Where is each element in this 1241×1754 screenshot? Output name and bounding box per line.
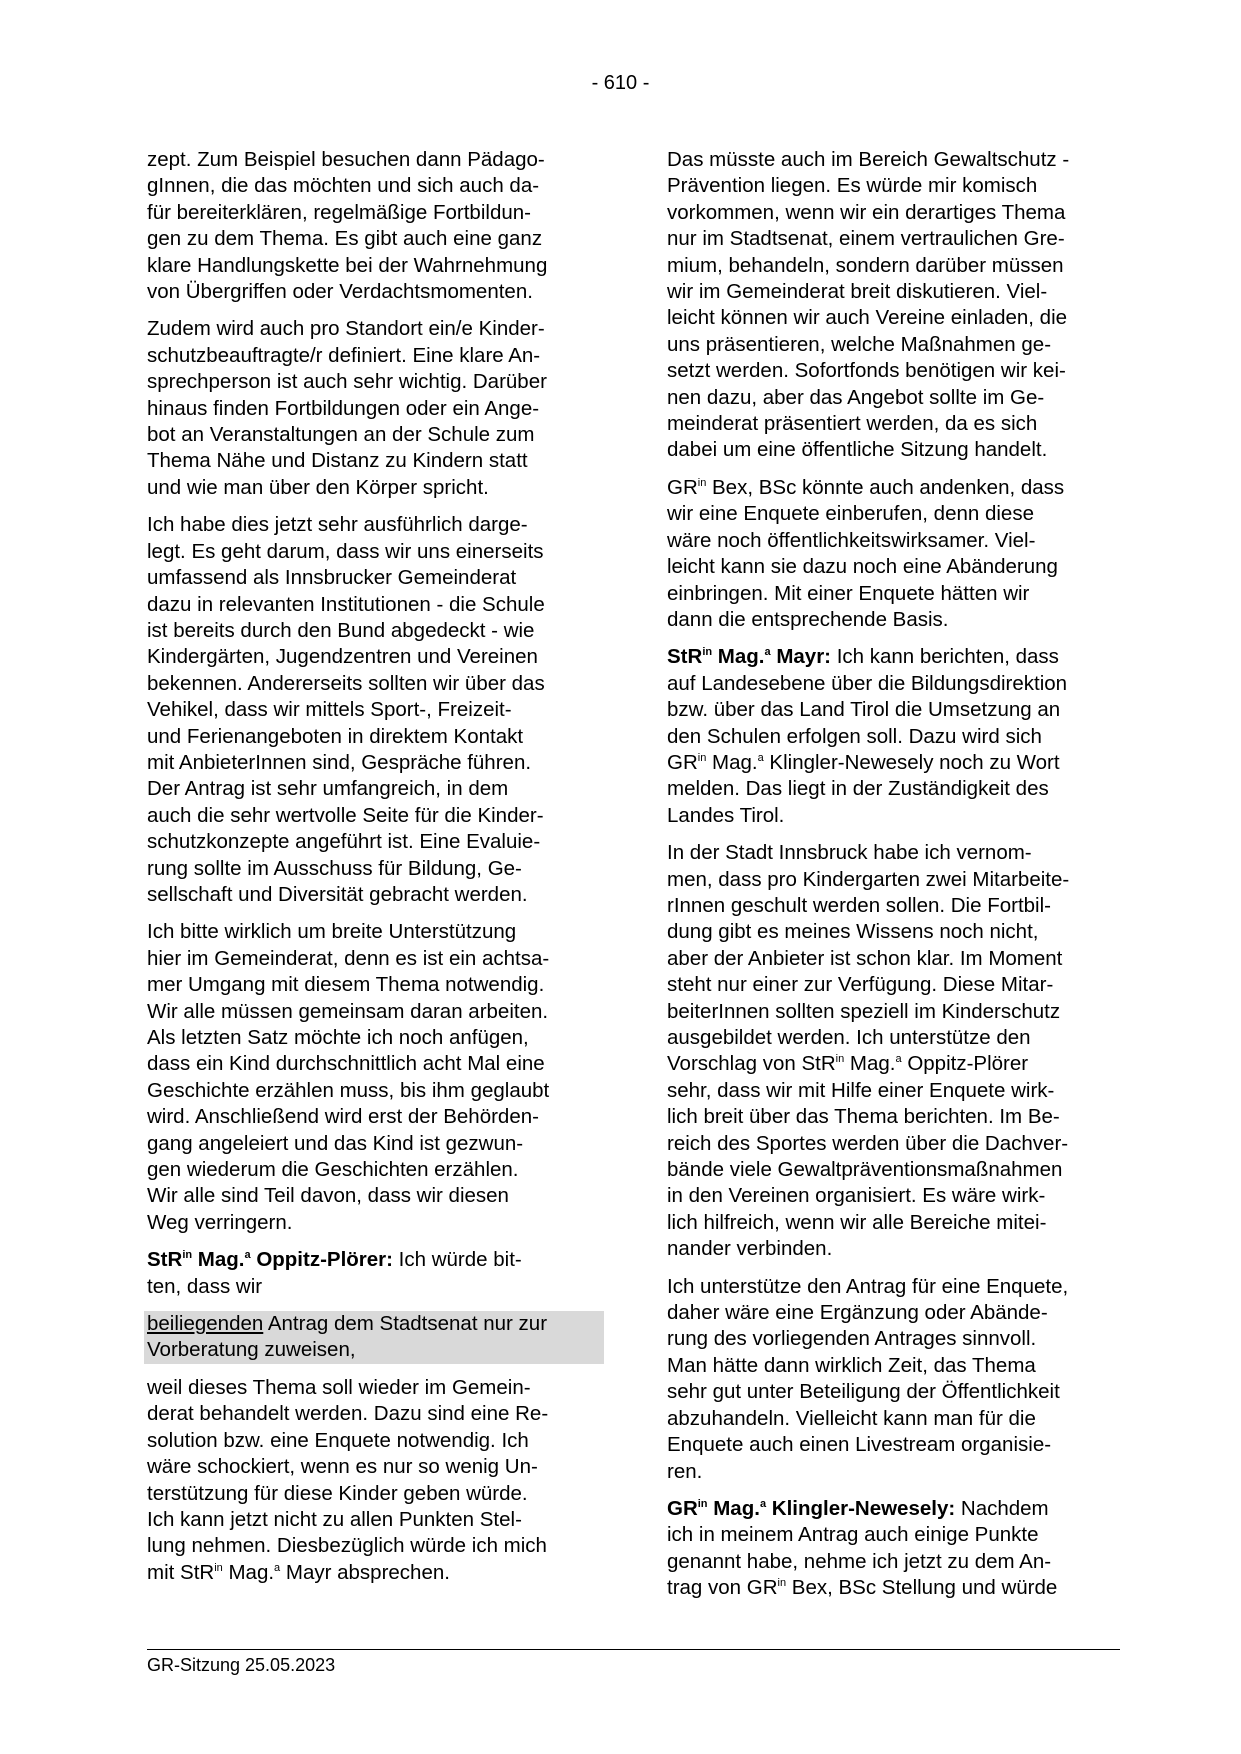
text-line: schutzbeauftragte/r definiert. Eine klare An- [147,343,541,367]
motion-highlight: beiliegenden Antrag dem Stadtsenat nur zur Vorberatung zuweisen, [144,1311,604,1364]
text-line: sprechperson ist auch sehr wichtig. Darüber [147,370,547,394]
speaker-name: $GR^{in}$ Mag.$^a$ Klingler-Newesely: [667,1496,956,1520]
footer-session-date: GR-Sitzung 25.05.2023 [147,1655,336,1675]
text-line: abzuhandeln. Vielleicht kann man für die [667,1406,1036,1430]
text-line: Das müsste auch im Bereich Gewaltschutz - [667,148,1070,171]
text-line: Zudem wird auch pro Standort ein/e Kinder- [147,317,545,341]
text-line: wäre noch öffentlichkeitswirksamer. Viel- [667,528,1036,552]
text-line: lich breit über das Thema berichten. Im Be- [667,1105,1060,1129]
text-line: wir im Gemeinderat breit diskutieren. Viel- [667,280,1048,304]
text-line: gang angeleiert und das Kind ist gezwun- [147,1131,524,1155]
text-line: dann die entsprechende Basis. [667,607,949,631]
text-line: lich hilfreich, wenn wir alle Bereiche mitei- [667,1210,1047,1234]
text-line: wird. Anschließend wird erst der Behörden- [147,1105,539,1129]
text-line: bekennen. Andererseits sollten wir über das [147,671,545,695]
paragraph [147,919,601,1236]
text-line: mium, behandeln, sondern darüber müssen [667,253,1064,277]
text-line: Geschichte erzählen muss, bis ihm geglaubt [147,1078,550,1102]
text-line: lung nehmen. Diesbezüglich würde ich mich [147,1534,547,1558]
paragraph: weil dieses Thema soll wieder im Gemein- derat behandelt werden. Dazu sind eine Re- solution bzw. eine Enquete notwendig. Ich wäre schockiert, wenn es nur so wenig Un- terstützung für diese Kinder geben würde. Ich kann jetzt nicht zu allen Punkten Stel- lung nehmen. Diesbezüglich würde ich mich mit StR$^{in}$ Mag.$^a$ Mayr absprechen. [147,1375,601,1586]
text-line: und wie man über den Körper spricht. [147,475,489,499]
text-line: beiterInnen sollten speziell im Kinderschutz [667,999,1061,1023]
text-line: Man hätte dann wirklich Zeit, das Thema [667,1353,1036,1377]
paragraph: $GR^{in}$ Bex, BSc könnte auch andenken, dass wir eine Enquete einberufen, denn diese wäre noch öffentlichkeitswirksamer. Viel- leicht kann sie dazu noch eine Abänderung einbringen. Mit einer Enquete hätten wir dann die entsprechende Basis. [667,475,1121,633]
text-line: auf Landesebene über die Bildungsdirektion [667,671,1068,695]
speaker-paragraph: StR$^{in}$ Mag.$^a$ Oppitz-Plörer: Ich würde bit- ten, dass wir [147,1248,522,1298]
text-line: reich des Sportes werden über die Dachver- [667,1131,1069,1155]
text-line: genannt habe, nehme ich jetzt zu dem An- [667,1549,1052,1573]
speaker-paragraph: StR$^{in}$ Mag.$^a$ Mayr: Ich kann berichten, dass auf Landesebene über die Bildungsdirektion bzw. über das Land Tirol die Umsetzung an den Schulen erfolgen soll. Dazu wird sich $GR^{in}$ Mag.$^a$ Klingler-Newesely noch zu Wort melden. Das liegt in der Zuständigkeit des Landes Tirol. [667,644,1121,829]
text-line: sellschaft und Diversität gebracht werden. [147,882,528,906]
paragraph [667,147,1121,464]
text-line: rInnen geschult werden sollen. Die Fortbil- [667,893,1051,917]
paragraph [147,316,601,501]
text-line: Ich bitte wirklich um breite Unterstützung [147,920,517,944]
left-column [147,147,601,1586]
text-line: sehr gut unter Beteiligung der Öffentlichkeit [667,1380,1060,1404]
text-line: Weg verringern. [147,1210,293,1234]
text-line: Wir alle sind Teil davon, dass wir diesen [147,1184,509,1208]
text-line: weil dieses Thema soll wieder im Gemein- [147,1375,531,1399]
text-line: mer Umgang mit diesem Thema notwendig. [147,973,545,997]
text-line: leicht können wir auch Vereine einladen, die [667,306,1068,330]
text-line: Als letzten Satz möchte ich noch anfügen, [147,1026,529,1049]
text-line: zept. Zum Beispiel besuchen dann Pädago- [147,148,545,171]
text-line: bzw. über das Land Tirol die Umsetzung an [667,698,1061,722]
text-line: leicht kann sie dazu noch eine Abänderung [667,555,1058,579]
text-line: ich in meinem Antrag auch einige Punkte [667,1523,1039,1547]
text-line: Landes Tirol. [667,803,785,827]
text-line: Kindergärten, Jugendzentren und Vereinen [147,645,538,669]
text-line: den Schulen erfolgen soll. Dazu wird sich [667,724,1042,748]
text-line: ren. [667,1459,703,1483]
speaker-name: StR$^{in}$ Mag.$^a$ Mayr: [667,645,832,669]
text-line: von Übergriffen oder Verdachtsmomenten. [147,280,533,304]
text-line: Vehikel, dass wir mittels Sport-, Freizeit- [147,698,512,722]
text-line: bot an Veranstaltungen an der Schule zum [147,423,535,447]
text-line: dazu in relevanten Institutionen - die Schule [147,592,545,616]
right-column [667,147,1121,1602]
text-line: Wir alle müssen gemeinsam daran arbeiten. [147,999,549,1023]
text-line: vorkommen, wenn wir ein derartiges Thema [667,200,1066,224]
text-line: gen wiederum die Geschichten erzählen. [147,1158,519,1182]
text-line: Der Antrag ist sehr umfangreich, in dem [147,777,509,801]
text-line: steht nur einer zur Verfügung. Diese Mitar- [667,973,1054,997]
text-line: einbringen. Mit einer Enquete hätten wir [667,581,1030,605]
text-line: Prävention liegen. Es würde mir komisch [667,174,1038,198]
text-line: hier im Gemeinderat, denn es ist ein achtsa- [147,946,550,970]
text-line: gen zu dem Thema. Es gibt auch eine ganz [147,227,543,251]
text-line: in den Vereinen organisiert. Es wäre wirk- [667,1184,1046,1208]
text-line: gInnen, die das möchten und sich auch da- [147,174,540,198]
text-line: wäre schockiert, wenn es nur so wenig Un- [147,1455,538,1479]
text-line: meinderat präsentiert werden, da es sich [667,412,1038,436]
text-line: nen dazu, aber das Angebot sollte im Ge- [667,385,1045,409]
text-line: wir eine Enquete einberufen, denn diese [667,502,1034,526]
text-line: solution bzw. eine Enquete notwendig. Ich [147,1428,529,1452]
text-line: men, dass pro Kindergarten zwei Mitarbeite- [667,867,1070,891]
text-line: rung des vorliegenden Antrages sinnvoll. [667,1327,1037,1351]
text-line: dung gibt es meines Wissens noch nicht, [667,920,1039,944]
paragraph: In der Stadt Innsbruck habe ich vernom- men, dass pro Kindergarten zwei Mitarbeite- rInnen geschult werden sollen. Die Fortbil- dung gibt es meines Wissens noch nicht, aber der Anbieter ist schon klar. Im Moment steht nur einer zur Verfügung. Diese Mitar- beiterInnen sollten speziell im Kinderschutz ausgebildet werden. Ich unterstütze den Vorschlag von StR$^{in}$ Mag.$^a$ Oppitz-Plörer sehr, dass wir mit Hilfe einer Enquete wirk- lich breit über das Thema berichten. Im Be- reich des Sportes werden über die Dachver- bände viele Gewaltpräventionsmaßnahmen in den Vereinen organisiert. Es wäre wirk- lich hilfreich, wenn wir alle Bereiche mitei- nander verbinden. [667,840,1121,1263]
text-line: auch die sehr wertvolle Seite für die Kinder- [147,803,544,827]
text-line: bände viele Gewaltpräventionsmaßnahmen [667,1158,1063,1182]
text-line: setzt werden. Sofortfonds benötigen wir kei- [667,359,1066,383]
footer-divider [147,1649,1120,1650]
text-line: nander verbinden. [667,1237,833,1261]
text-line: klare Handlungskette bei der Wahrnehmung [147,253,548,277]
text-line: Ich habe dies jetzt sehr ausführlich darge- [147,513,528,537]
text-line: In der Stadt Innsbruck habe ich vernom- [667,841,1032,865]
text-line: hinaus finden Fortbildungen oder ein Ange- [147,396,540,420]
text-line: dabei um eine öffentliche Sitzung handelt. [667,438,1048,462]
speaker-name: StR$^{in}$ Mag.$^a$ Oppitz-Plörer: [147,1248,393,1272]
text-line: derat behandelt werden. Dazu sind eine Re- [147,1402,549,1426]
text-line: daher wäre eine Ergänzung oder Abände- [667,1301,1048,1325]
text-line: nur im Stadtsenat, einem vertraulichen Gre- [667,227,1065,251]
paragraph [147,512,601,908]
underlined-word: beiliegenden [147,1312,264,1336]
text-line: sehr, dass wir mit Hilfe einer Enquete wirk- [667,1078,1055,1102]
text-line: und Ferienangeboten in direktem Kontakt [147,724,524,748]
speaker-paragraph: $GR^{in}$ Mag.$^a$ Klingler-Newesely: Nachdem ich in meinem Antrag auch einige Punkte genannt habe, nehme ich jetzt zu dem An- trag von $GR^{in}$ Bex, BSc Stellung und würde [667,1496,1121,1602]
text-line: legt. Es geht darum, dass wir uns einerseits [147,539,544,563]
text-line: Ich kann jetzt nicht zu allen Punkten Stel- [147,1507,522,1531]
text-line: terstützung für diese Kinder geben würde. [147,1481,528,1505]
text-line: Enquete auch einen Livestream organisie- [667,1433,1052,1457]
text-line: aber der Anbieter ist schon klar. Im Moment [667,946,1063,970]
text-line: ausgebildet werden. Ich unterstütze den [667,1026,1031,1049]
text-line: Ich unterstütze den Antrag für eine Enquete, [667,1274,1069,1298]
text-line: melden. Das liegt in der Zuständigkeit des [667,777,1049,801]
text-line: schutzkonzepte angeführt ist. Eine Evaluie- [147,830,541,854]
text-line: Thema Nähe und Distanz zu Kindern statt [147,449,528,473]
page-number: - 610 - [591,72,650,94]
text-line: umfassend als Innsbrucker Gemeinderat [147,566,517,590]
text-line: für bereiterklären, regelmäßige Fortbildun- [147,200,531,224]
text-line: mit AnbieterInnen sind, Gespräche führen. [147,750,532,774]
text-line: rung sollte im Ausschuss für Bildung, Ge- [147,856,522,880]
paragraph [147,147,601,305]
text-line: ist bereits durch den Bund abgedeckt - wie [147,618,535,642]
paragraph [667,1274,1121,1485]
text-line: dass ein Kind durchschnittlich acht Mal eine [147,1052,545,1076]
text-line: uns präsentieren, welche Maßnahmen ge- [667,332,1052,356]
